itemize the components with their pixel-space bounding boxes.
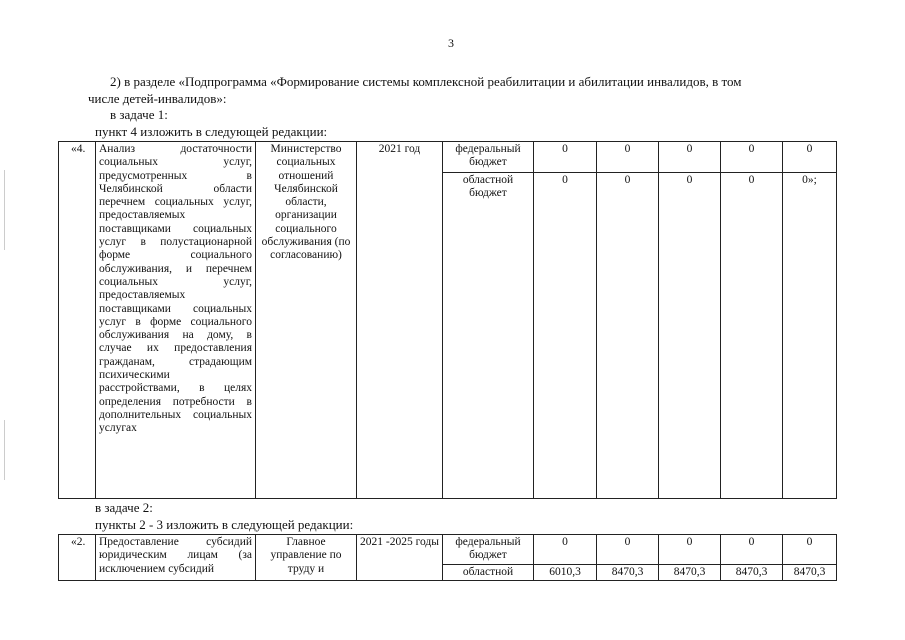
value-cell: 0: [783, 142, 837, 173]
value-cell: 0: [597, 173, 659, 499]
intro-paragraph-line-2: числе детей-инвалидов»:: [88, 91, 227, 106]
value-cell: 0: [597, 142, 659, 173]
value-cell: 0: [597, 535, 659, 565]
value-cell: 0: [534, 535, 597, 565]
point-4-instruction: пункт 4 изложить в следующей редакции:: [95, 124, 328, 139]
value-cell: 0: [721, 173, 783, 499]
funding-source: областной: [443, 565, 534, 581]
points-2-3-instruction: пункты 2 - 3 изложить в следующей редакции:: [95, 517, 354, 532]
value-cell: 0: [721, 535, 783, 565]
task-1-heading: в задаче 1:: [110, 107, 168, 122]
scan-margin-mark: [4, 420, 5, 480]
measure-description: Анализ достаточности социальных услуг, предусмотренных в Челябинской области перечнем социальных услуг, предоставляемых поставщиками социальных услуг в полустационарной форме социального обслуживания, и перечнем социальных услуг, предоставляемых поставщиками социальных услуг в форме социального обслуживания на дому, в случае их предоставления гражданам, страдающим психическими расстройствами, в целях определения потребности в дополнительных социальных услугах: [96, 142, 256, 499]
row-number: «4.: [59, 142, 96, 499]
executor: Министерство социальных отношений Челябинской области, организации социального обслуживания (по согласованию): [256, 142, 357, 499]
funding-source: федеральный бюджет: [443, 535, 534, 565]
value-cell: 0: [659, 142, 721, 173]
value-cell: 8470,3: [597, 565, 659, 581]
funding-source: областной бюджет: [443, 173, 534, 499]
page-number: 3: [448, 36, 454, 50]
value-cell: 8470,3: [659, 565, 721, 581]
value-cell: 0»;: [783, 173, 837, 499]
value-cell: 6010,3: [534, 565, 597, 581]
point-4-table: [58, 141, 837, 499]
table-row: [59, 142, 837, 173]
value-cell: 0: [721, 142, 783, 173]
value-cell: 0: [534, 173, 597, 499]
implementation-period: 2021 -2025 годы: [357, 535, 443, 581]
points-2-3-table: [58, 534, 837, 581]
scan-margin-mark: [4, 170, 5, 250]
value-cell: 8470,3: [721, 565, 783, 581]
intro-paragraph-line-1: 2) в разделе «Подпрограмма «Формирование системы комплексной реабилитации и абилитации инвалидов, в том: [110, 74, 742, 89]
implementation-period: 2021 год: [357, 142, 443, 499]
value-cell: 8470,3: [783, 565, 837, 581]
value-cell: 0: [659, 173, 721, 499]
value-cell: 0: [783, 535, 837, 565]
value-cell: 0: [659, 535, 721, 565]
task-2-heading: в задаче 2:: [95, 500, 153, 515]
executor: Главное управление по труду и: [256, 535, 357, 581]
row-number: «2.: [59, 535, 96, 581]
funding-source: федеральный бюджет: [443, 142, 534, 173]
value-cell: 0: [534, 142, 597, 173]
measure-description: Предоставление субсидий юридическим лицам (за исключением субсидий: [96, 535, 256, 581]
table-row: [59, 535, 837, 565]
